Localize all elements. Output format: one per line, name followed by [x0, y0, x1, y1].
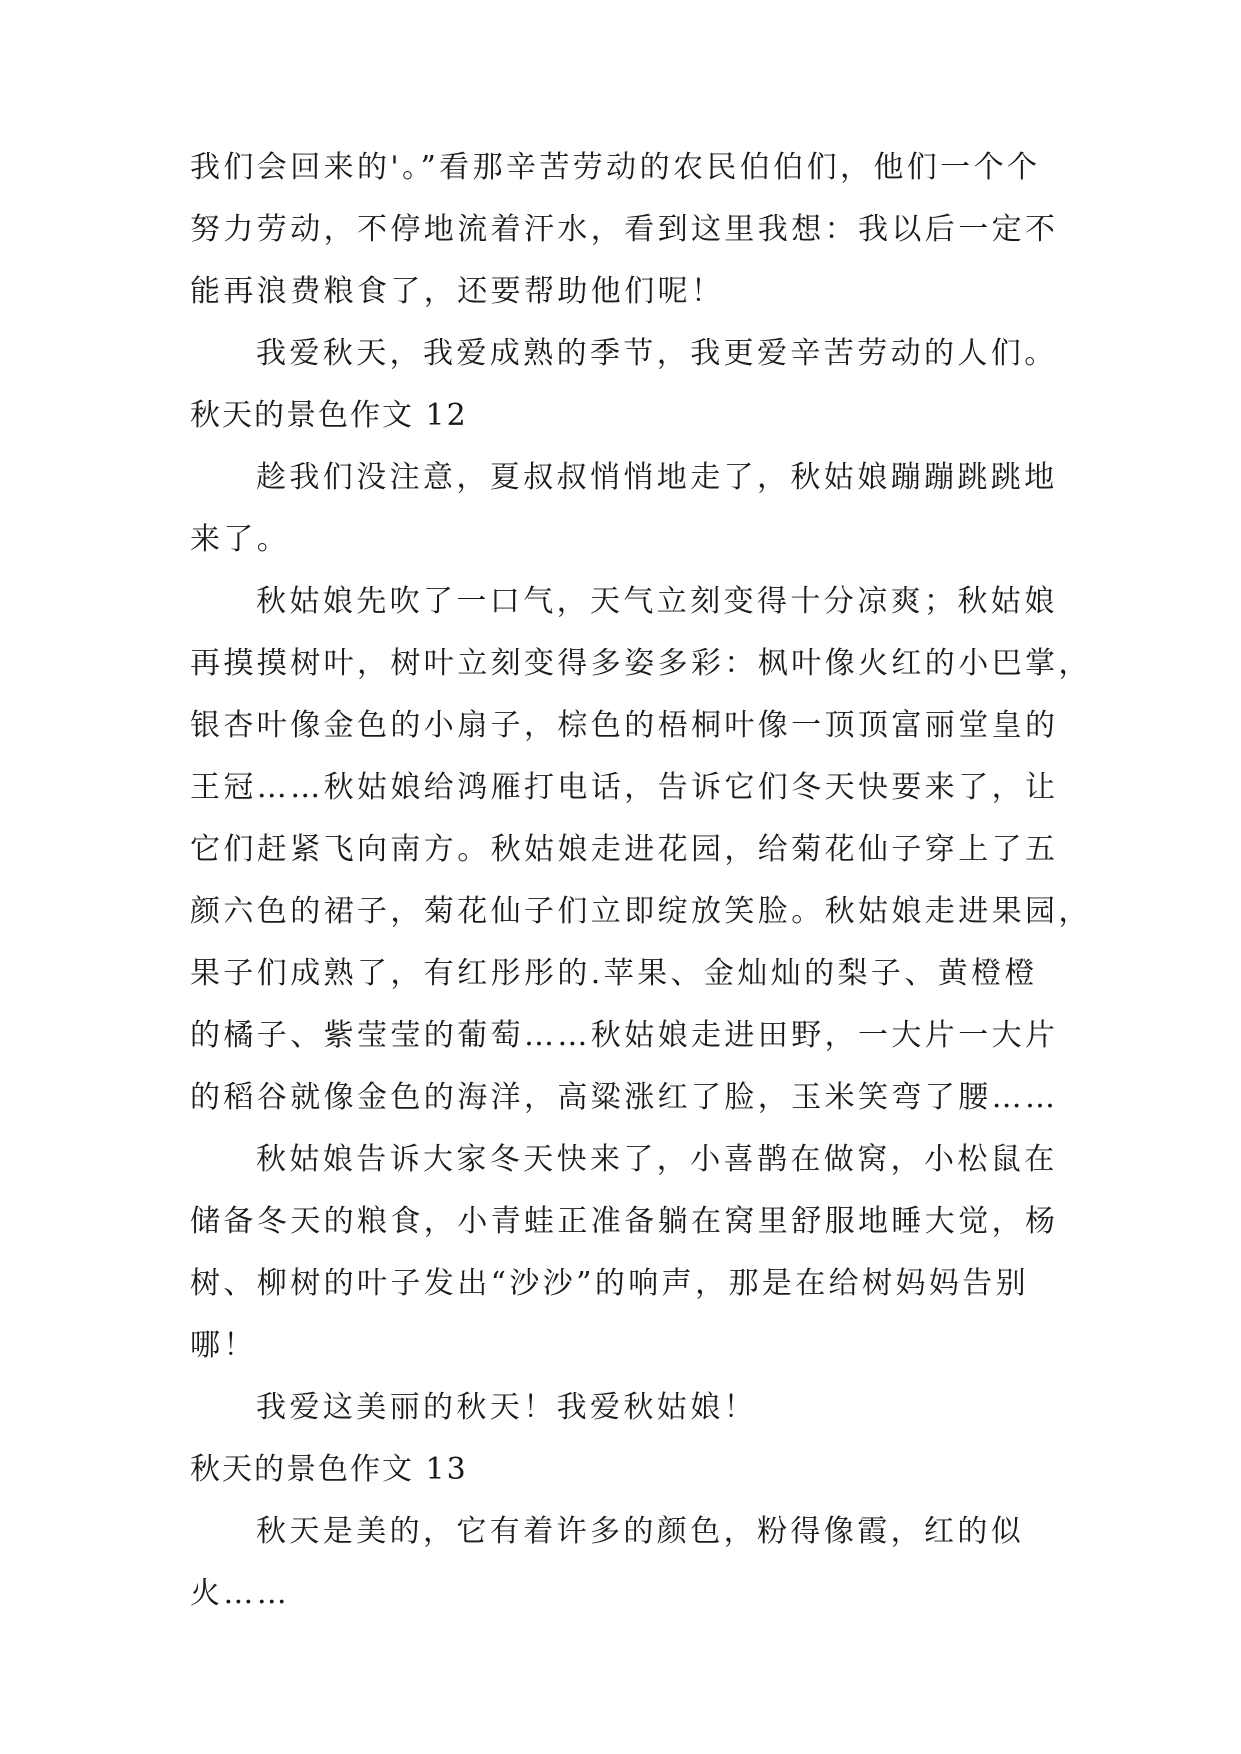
text-line: 秋天是美的，它有着许多的颜色，粉得像霞，红的似: [256, 1514, 1025, 1549]
section-heading: 秋天的景色作文 12: [190, 398, 468, 433]
text-line: 火……: [190, 1576, 291, 1611]
section-heading: 秋天的景色作文 13: [190, 1452, 468, 1487]
text-line: 能再浪费粮食了，还要帮助他们呢！: [190, 274, 725, 309]
text-line: 我爱这美丽的秋天！我爱秋姑娘！: [256, 1390, 757, 1425]
text-line: 银杏叶像金色的小扇子，棕色的梧桐叶像一顶顶富丽堂皇的: [190, 708, 1059, 743]
text-line: 我们会回来的'。”看那辛苦劳动的农民伯伯们，他们一个个: [190, 150, 1041, 185]
text-line: 努力劳动，不停地流着汗水，看到这里我想：我以后一定不: [190, 212, 1059, 247]
text-line: 再摸摸树叶，树叶立刻变得多姿多彩：枫叶像火红的小巴掌，: [190, 646, 1092, 681]
text-line: 趁我们没注意，夏叔叔悄悄地走了，秋姑娘蹦蹦跳跳地: [256, 460, 1058, 495]
text-line: 储备冬天的粮食，小青蛙正准备躺在窝里舒服地睡大觉，杨: [190, 1204, 1059, 1239]
text-line: 秋姑娘先吹了一口气，天气立刻变得十分凉爽；秋姑娘: [256, 584, 1058, 619]
text-line: 的橘子、紫莹莹的葡萄……秋姑娘走进田野，一大片一大片: [190, 1018, 1059, 1053]
text-line: 的稻谷就像金色的海洋，高粱涨红了脸，玉米笑弯了腰……: [190, 1080, 1059, 1115]
text-line: 哪！: [190, 1328, 257, 1363]
text-line: 来了。: [190, 522, 291, 557]
text-line: 它们赶紧飞向南方。秋姑娘走进花园，给菊花仙子穿上了五: [190, 832, 1059, 867]
text-line: 我爱秋天，我爱成熟的季节，我更爱辛苦劳动的人们。: [256, 336, 1058, 371]
text-line: 颜六色的裙子，菊花仙子们立即绽放笑脸。秋姑娘走进果园，: [190, 894, 1092, 929]
text-line: 树、柳树的叶子发出“沙沙”的响声，那是在给树妈妈告别: [190, 1266, 1030, 1301]
text-line: 王冠……秋姑娘给鸿雁打电话，告诉它们冬天快要来了，让: [190, 770, 1059, 805]
text-line: 果子们成熟了，有红彤彤的.苹果、金灿灿的梨子、黄橙橙: [190, 956, 1038, 991]
text-line: 秋姑娘告诉大家冬天快来了，小喜鹊在做窝，小松鼠在: [256, 1142, 1058, 1177]
